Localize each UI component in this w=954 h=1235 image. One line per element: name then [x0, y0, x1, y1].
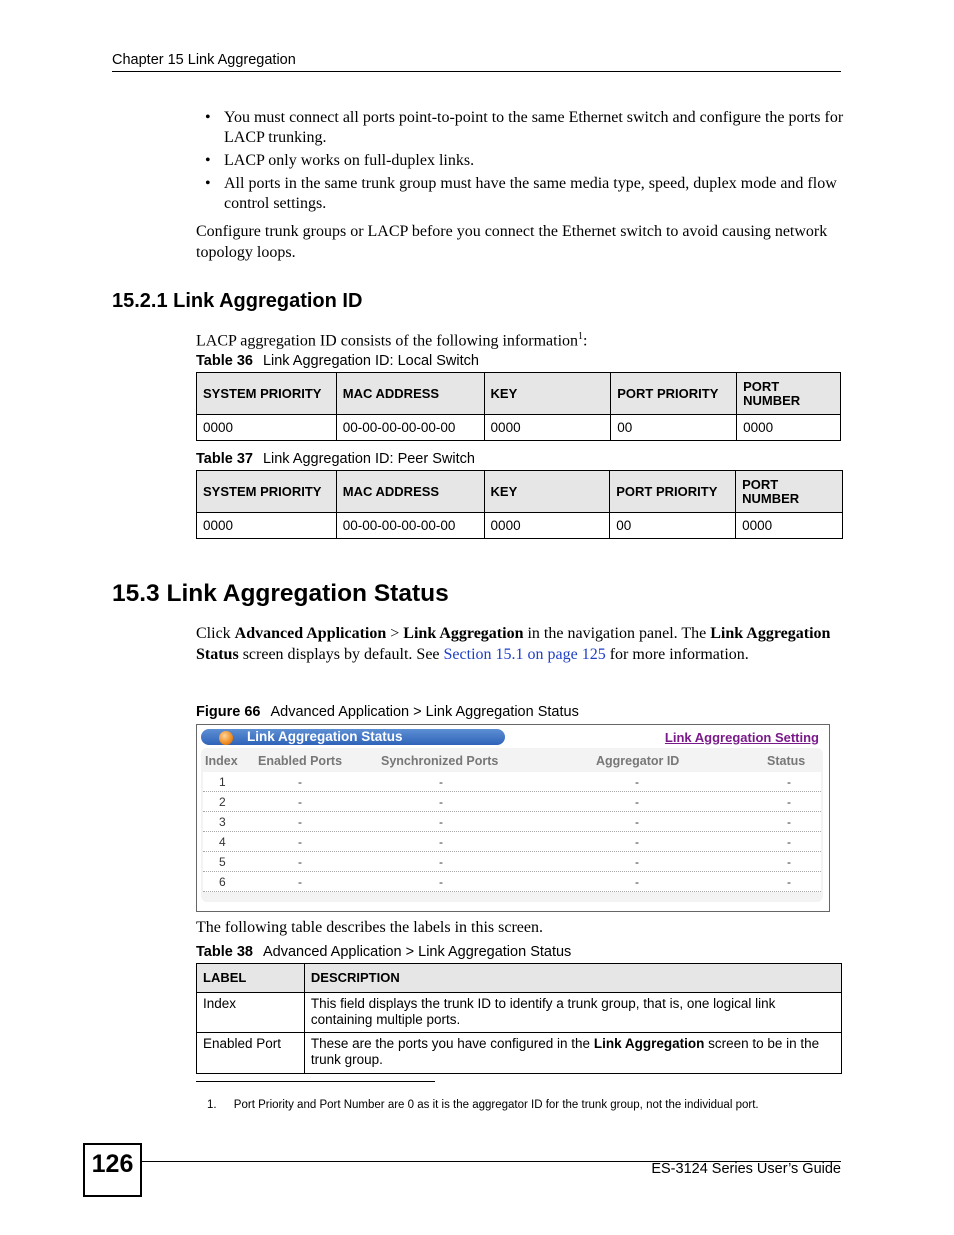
section-heading-15-2-1: 15.2.1 Link Aggregation ID: [112, 290, 363, 312]
text: These are the ports you have configured in the: [310, 1036, 594, 1051]
cell: 0000: [197, 513, 337, 539]
table-row: [203, 872, 821, 892]
table-row: [203, 792, 821, 812]
table-header-row: [197, 471, 843, 513]
table-header-row: [197, 373, 841, 415]
table-row: [197, 1033, 842, 1074]
cell: 00: [610, 513, 736, 539]
cell: 0000: [484, 513, 610, 539]
cell: 6: [219, 875, 226, 889]
text: Click: [196, 625, 235, 642]
link-aggregation-status-screenshot: [196, 724, 830, 912]
cell: This field displays the trunk ID to identify a trunk group, that is, one logical link containing multiple ports.: [304, 993, 841, 1033]
col-system-priority: SYSTEM PRIORITY: [197, 471, 337, 513]
col-port-number: PORT NUMBER: [737, 373, 841, 415]
cell: -: [635, 775, 639, 789]
col-system-priority: SYSTEM PRIORITY: [197, 373, 337, 415]
bold-text: Advanced Application: [234, 625, 387, 642]
lacp-intro-paragraph: [196, 327, 587, 352]
running-header: Chapter 15 Link Aggregation: [112, 52, 296, 68]
footnote: [207, 1099, 759, 1111]
cell: -: [439, 815, 443, 829]
intro-end: :: [583, 332, 588, 350]
table38-label: Table 38: [196, 944, 253, 960]
section-heading-15-3: 15.3 Link Aggregation Status: [112, 580, 449, 607]
cell: 1: [219, 775, 226, 789]
cell: 4: [219, 835, 226, 849]
table37-title: Link Aggregation ID: Peer Switch: [262, 451, 475, 467]
status-intro-paragraph: [196, 624, 841, 665]
cell: -: [635, 855, 639, 869]
screen-title-bar: [201, 729, 505, 745]
col-port-priority: PORT PRIORITY: [611, 373, 737, 415]
configure-paragraph: Configure trunk groups or LACP before you connect the Ethernet switch to avoid causing network topology loops.: [196, 223, 828, 261]
table38-caption: [196, 944, 571, 960]
footnote-rule: [196, 1081, 435, 1082]
cell: 00-00-00-00-00-00: [336, 415, 484, 441]
col-aggregator-id: Aggregator ID: [596, 754, 680, 768]
cell: -: [298, 875, 302, 889]
list-item: • You must connect all ports point-to-point to the same Ethernet switch and configure the ports for LACP trunking.: [205, 108, 845, 148]
table36-title: Link Aggregation ID: Local Switch: [262, 353, 479, 369]
figure66-title: Advanced Application > Link Aggregation Status: [270, 704, 579, 720]
table-row: [203, 812, 821, 832]
table-row: [203, 772, 821, 792]
text: screen to be in the trunk group.: [310, 1036, 820, 1067]
list-item: • LACP only works on full-duplex links.: [205, 151, 845, 171]
cell: -: [439, 775, 443, 789]
text: in the navigation panel. The: [523, 625, 711, 642]
bold-text: Link Aggregation: [593, 1036, 705, 1051]
table-row: [197, 513, 843, 539]
cell: 0000: [737, 415, 841, 441]
col-enabled-ports: Enabled Ports: [258, 754, 343, 768]
col-port-number: PORT NUMBER: [736, 471, 843, 513]
cell: -: [439, 855, 443, 869]
table37-label: Table 37: [196, 451, 253, 467]
col-synchronized-ports: Synchronized Ports: [381, 754, 499, 768]
header-rule: [112, 71, 841, 72]
table36-label: Table 36: [196, 353, 253, 369]
col-description: DESCRIPTION: [304, 964, 841, 993]
cell: -: [439, 875, 443, 889]
cell: [304, 1033, 841, 1074]
requirements-list: [205, 108, 845, 217]
cell: -: [787, 795, 791, 809]
footnote-ref[interactable]: 1: [578, 331, 584, 342]
cell: 0000: [736, 513, 843, 539]
cell: -: [635, 875, 639, 889]
cell: 0000: [197, 415, 337, 441]
cell: -: [635, 815, 639, 829]
table-row: [203, 852, 821, 872]
col-index: Index: [205, 754, 238, 768]
col-key: KEY: [484, 471, 610, 513]
cell: -: [787, 815, 791, 829]
col-mac-address: MAC ADDRESS: [336, 373, 484, 415]
cell: -: [298, 815, 302, 829]
footnote-text: Port Priority and Port Number are 0 as it is the aggregator ID for the trunk group, not the individual port.: [233, 1099, 759, 1111]
table36-caption: [196, 353, 479, 369]
col-status: Status: [767, 754, 806, 768]
cell: 00-00-00-00-00-00: [336, 513, 484, 539]
cell: -: [787, 835, 791, 849]
table36: [196, 372, 841, 441]
cell: -: [787, 855, 791, 869]
cell: -: [298, 775, 302, 789]
list-item: • All ports in the same trunk group must have the same media type, speed, duplex mode and flow control settings.: [205, 174, 845, 214]
table37: [196, 470, 843, 539]
text: for more information.: [605, 645, 749, 663]
text: >: [386, 625, 404, 642]
cell: -: [439, 795, 443, 809]
page-number: 126: [91, 1150, 134, 1178]
cell: 0000: [484, 415, 611, 441]
cell: 2: [219, 795, 226, 809]
col-mac-address: MAC ADDRESS: [336, 471, 484, 513]
table-row: [203, 832, 821, 852]
cell: -: [787, 875, 791, 889]
figure66-label: Figure 66: [196, 704, 261, 720]
cell: -: [635, 795, 639, 809]
footnote-number: 1.: [207, 1099, 217, 1111]
table-row: [197, 993, 842, 1033]
bold-text: Link Aggregation Status: [196, 625, 831, 663]
intro-text: LACP aggregation ID consists of the following information: [196, 332, 579, 350]
cell: -: [635, 835, 639, 849]
text: screen displays by default. See: [238, 645, 444, 663]
cell: Enabled Port: [197, 1033, 305, 1074]
cell: 5: [219, 855, 226, 869]
guide-title: ES-3124 Series User’s Guide: [651, 1161, 841, 1177]
screen-title: Link Aggregation Status: [247, 729, 403, 744]
orb-icon: [219, 731, 233, 745]
cell: Index: [197, 993, 305, 1033]
cell: -: [298, 835, 302, 849]
cell: -: [298, 855, 302, 869]
table38-title: Advanced Application > Link Aggregation Status: [262, 944, 572, 960]
cell: -: [787, 775, 791, 789]
table38: [196, 963, 842, 1074]
figure66-caption: [196, 704, 579, 720]
table-row: [197, 415, 841, 441]
cell: -: [298, 795, 302, 809]
table37-caption: [196, 451, 475, 467]
cell: 00: [611, 415, 737, 441]
col-port-priority: PORT PRIORITY: [610, 471, 736, 513]
table-header-row: [197, 964, 842, 993]
col-key: KEY: [484, 373, 611, 415]
section-link[interactable]: Section 15.1 on page 125: [443, 645, 606, 663]
bold-text: Link Aggregation: [403, 625, 524, 642]
link-aggregation-setting-link[interactable]: Link Aggregation Setting: [664, 730, 819, 745]
cell: 3: [219, 815, 226, 829]
following-paragraph: The following table describes the labels in this screen.: [196, 919, 544, 936]
col-label: LABEL: [197, 964, 305, 993]
cell: -: [439, 835, 443, 849]
